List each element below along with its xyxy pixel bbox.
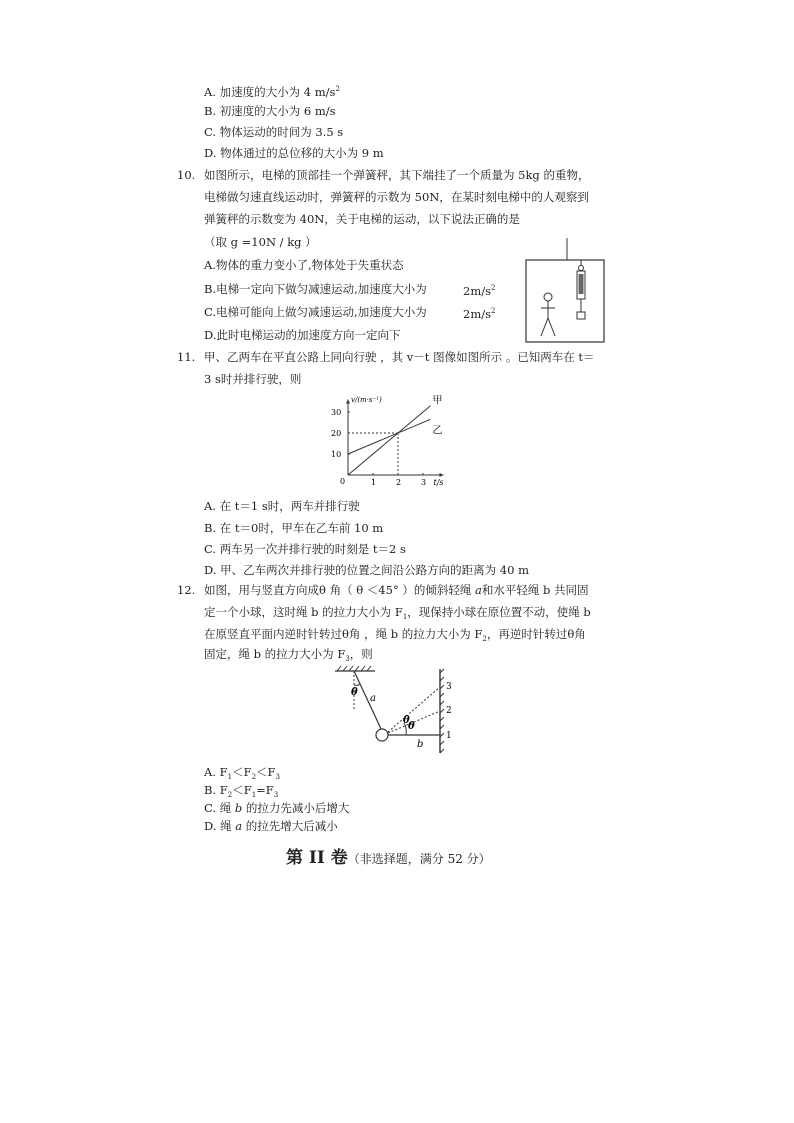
q12-option-b: B. $F_2<F_1=F_3$ [204, 783, 279, 799]
q11-option-b: B. 在 t＝0时，甲车在乙车前 10 m [204, 521, 384, 535]
spring-scale-icon [577, 260, 585, 319]
q12-number: 12. [177, 583, 196, 597]
ceiling-support [335, 666, 375, 671]
rope-a-label: a [370, 693, 376, 704]
rope-b-label: b [417, 739, 424, 750]
q9-option-c: C. 物体运动的时间为 3.5 s [204, 125, 344, 139]
x-tick-label: 2 [396, 478, 402, 487]
ball [376, 729, 388, 741]
person-icon [541, 293, 555, 336]
wall-point-1: 1 [446, 731, 452, 741]
q10-stem-line-4: （取 g =10N / kg ） [204, 235, 317, 249]
wall-point-3: 3 [446, 682, 452, 692]
series-label-jia: 甲 [432, 395, 443, 407]
vt-chart [330, 393, 465, 488]
origin-label: 0 [340, 477, 346, 486]
series-line-yi [348, 419, 431, 454]
theta-label-lower: θ [408, 721, 415, 732]
q11-number: 11. [177, 350, 196, 364]
q12-stem-line-2: 定一个小球，这时绳 b 的拉力大小为 $F_1$，现保持小球在原位置不动，使绳 b [204, 605, 591, 621]
q12-stem-line-1: 如图，用与竖直方向成θ 角（ θ ＜45° ）的倾斜轻绳 a和水平轻绳 b 共同固 [204, 583, 589, 597]
q10-option-d: D.此时电梯运动的加速度方向一定向下 [204, 328, 401, 342]
q10-option-b-value: $2m/s^2$ [463, 284, 496, 298]
section-header: 第 II 卷（非选择题，满分 52 分） [286, 848, 491, 868]
x-tick-label: 3 [421, 478, 427, 487]
q9-option-a: A. 加速度的大小为 4 $m/s^2$ [204, 85, 340, 99]
y-tick-label: 20 [331, 429, 342, 438]
theta-arc [354, 684, 360, 685]
y-tick-label: 30 [331, 408, 342, 417]
q12-option-c: C. 绳 b 的拉力先减小后增大 [204, 801, 350, 815]
q11-option-c: C. 两车另一次并排行驶的时刻是 t＝2 s [204, 542, 406, 556]
q12-option-d: D. 绳 a 的拉先增大后减小 [204, 819, 338, 833]
q11-option-a: A. 在 t＝1 s时，两车并排行驶 [204, 499, 360, 513]
series-label-yi: 乙 [432, 425, 443, 437]
elevator-figure [524, 238, 606, 344]
q11-stem-line-1: 甲、乙两车在平直公路上同向行驶 ，其 v－t 图像如图所示 。已知两车在 t＝ [204, 350, 595, 364]
x-tick-label: 1 [371, 478, 377, 487]
q10-option-a: A.物体的重力变小了,物体处于失重状态 [204, 258, 404, 272]
theta-label-top: θ [351, 687, 358, 698]
q10-option-c: C.电梯可能向上做匀减速运动,加速度大小为 [204, 305, 427, 319]
y-tick-label: 10 [331, 450, 342, 459]
q12-option-a: A. $F_1<F_2<F_3$ [204, 765, 280, 781]
wall-point-2: 2 [446, 706, 452, 716]
q10-stem-line-2: 电梯做匀速直线运动时，弹簧秤的示数为 50N，在某时刻电梯中的人观察到 [204, 190, 589, 204]
q10-option-b: B.电梯一定向下做匀减速运动,加速度大小为 [204, 282, 427, 296]
y-axis-label: v/(m·s⁻¹) [351, 396, 382, 404]
q10-number: 10. [177, 168, 196, 182]
y-axis-arrow [346, 400, 350, 404]
q11-stem-line-2: 3 s时并排行驶，则 [204, 372, 302, 386]
rope-ball-figure [330, 665, 455, 757]
q9-option-b: B. 初速度的大小为 6 m/s [204, 104, 336, 118]
q12-stem-line-4: 固定，绳 b 的拉力大小为 $F_3$，则 [204, 647, 373, 663]
q9-option-d: D. 物体通过的总位移的大小为 9 m [204, 146, 384, 160]
wall [440, 669, 444, 753]
x-axis-arrow [440, 473, 444, 477]
q10-stem-line-3: 弹簧秤的示数变为 40N，关于电梯的运动，以下说法正确的是 [204, 212, 520, 226]
series-line-jia [348, 406, 431, 475]
elevator-cabin [526, 260, 604, 342]
q10-option-c-value: $2m/s^2$ [463, 307, 496, 321]
x-axis-label: t/s [433, 478, 444, 487]
q10-stem-line-1: 如图所示，电梯的顶部挂一个弹簧秤，其下端挂了一个质量为 5kg 的重物， [204, 168, 590, 182]
q11-option-d: D. 甲、乙车两次并排行驶的位置之间沿公路方向的距离为 40 m [204, 563, 529, 577]
theta-label-upper: θ [403, 715, 410, 726]
rope-a [354, 671, 382, 731]
q12-stem-line-3: 在原竖直平面内逆时针转过θ角 ，绳 b 的拉力大小为 $F_2$，再逆时针转过θ角 [204, 627, 586, 643]
